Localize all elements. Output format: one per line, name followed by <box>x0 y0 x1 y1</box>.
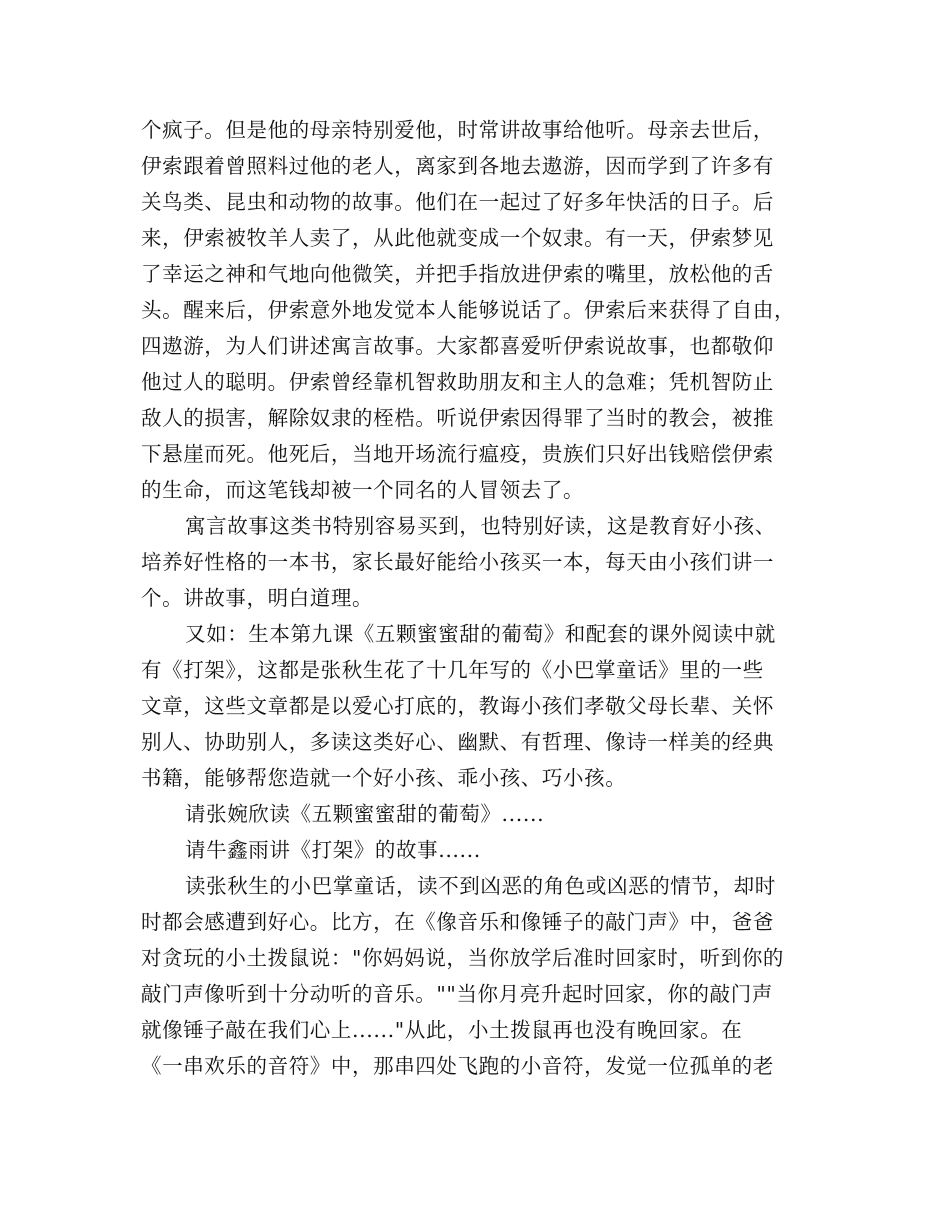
text-line: 又如：生本第九课《五颗蜜蜜甜的葡萄》和配套的课外阅读中就 <box>185 622 776 646</box>
text-line: 别人、协助别人，多读这类好心、幽默、有哲理、像诗一样美的经典 <box>141 730 774 754</box>
text-line: 有《打架》，这都是张秋生花了十几年写的《小巴掌童话》里的一些 <box>141 658 764 682</box>
text-line: 他过人的聪明。伊索曾经靠机智救助朋友和主人的急难；凭机智防止 <box>141 370 774 394</box>
text-line: 了幸运之神和气地向他微笑，并把手指放进伊索的嘴里，放松他的舌 <box>141 262 774 286</box>
text-line: 敲门声像听到十分动听的音乐。""当你月亮升起时回家，你的敲门声 <box>141 982 773 1006</box>
text-line: 请牛鑫雨讲《打架》的故事...... <box>185 838 481 862</box>
text-line: 时都会感遭到好心。比方，在《像音乐和像锤子的敲门声》中，爸爸 <box>141 910 774 934</box>
text-line: 的生命，而这笔钱却被一个同名的人冒领去了。 <box>141 478 585 502</box>
paragraph-kindness-examples <box>141 868 811 1084</box>
paragraph-little-palm-tales <box>141 616 811 796</box>
text-line: 来，伊索被牧羊人卖了，从此他就变成一个奴隶。有一天，伊索梦见 <box>141 226 774 250</box>
text-line: 敌人的损害，解除奴隶的桎梏。听说伊索因得罪了当时的教会，被推 <box>141 406 774 430</box>
paragraph-reading-request-2 <box>141 832 811 868</box>
text-line: 头。醒来后，伊索意外地发觉本人能够说话了。伊索后来获得了自由， <box>141 298 796 322</box>
text-line: 文章，这些文章都是以爱心打底的，教诲小孩们孝敬父母长辈、关怀 <box>141 694 774 718</box>
paragraph-fable-books <box>141 508 811 616</box>
text-line: 对贪玩的小土拨鼠说："你妈妈说，当你放学后准时回家时，听到你的 <box>141 946 785 970</box>
text-line: 读张秋生的小巴掌童话，读不到凶恶的角色或凶恶的情节，却时 <box>185 874 776 898</box>
text-line: 关鸟类、昆虫和动物的故事。他们在一起过了好多年快活的日子。后 <box>141 190 774 214</box>
paragraph-aesop-biography <box>141 112 811 508</box>
text-line: 下悬崖而死。他死后，当地开场流行瘟疫，贵族们只好出钱赔偿伊索 <box>141 442 774 466</box>
paragraph-reading-request-1 <box>141 796 811 832</box>
text-line: 寓言故事这类书特别容易买到，也特别好读，这是教育好小孩、 <box>185 514 776 538</box>
text-line: 个疯子。但是他的母亲特别爱他，时常讲故事给他听。母亲去世后， <box>141 118 774 142</box>
document-body <box>141 112 811 1084</box>
text-line: 培养好性格的一本书，家长最好能给小孩买一本，每天由小孩们讲一 <box>141 550 774 574</box>
text-line: 《一串欢乐的音符》中，那串四处飞跑的小音符，发觉一位孤单的老 <box>141 1054 774 1078</box>
text-line: 书籍，能够帮您造就一个好小孩、乖小孩、巧小孩。 <box>141 766 627 790</box>
text-line: 四遨游，为人们讲述寓言故事。大家都喜爱听伊索说故事，也都敬仰 <box>141 334 774 358</box>
text-line: 请张婉欣读《五颗蜜蜜甜的葡萄》...... <box>185 802 545 826</box>
text-line: 伊索跟着曾照料过他的老人，离家到各地去遨游，因而学到了许多有 <box>141 154 774 178</box>
text-line: 就像锤子敲在我们心上......"从此，小土拨鼠再也没有晚回家。在 <box>141 1018 743 1042</box>
text-line: 个。讲故事，明白道理。 <box>141 586 374 610</box>
